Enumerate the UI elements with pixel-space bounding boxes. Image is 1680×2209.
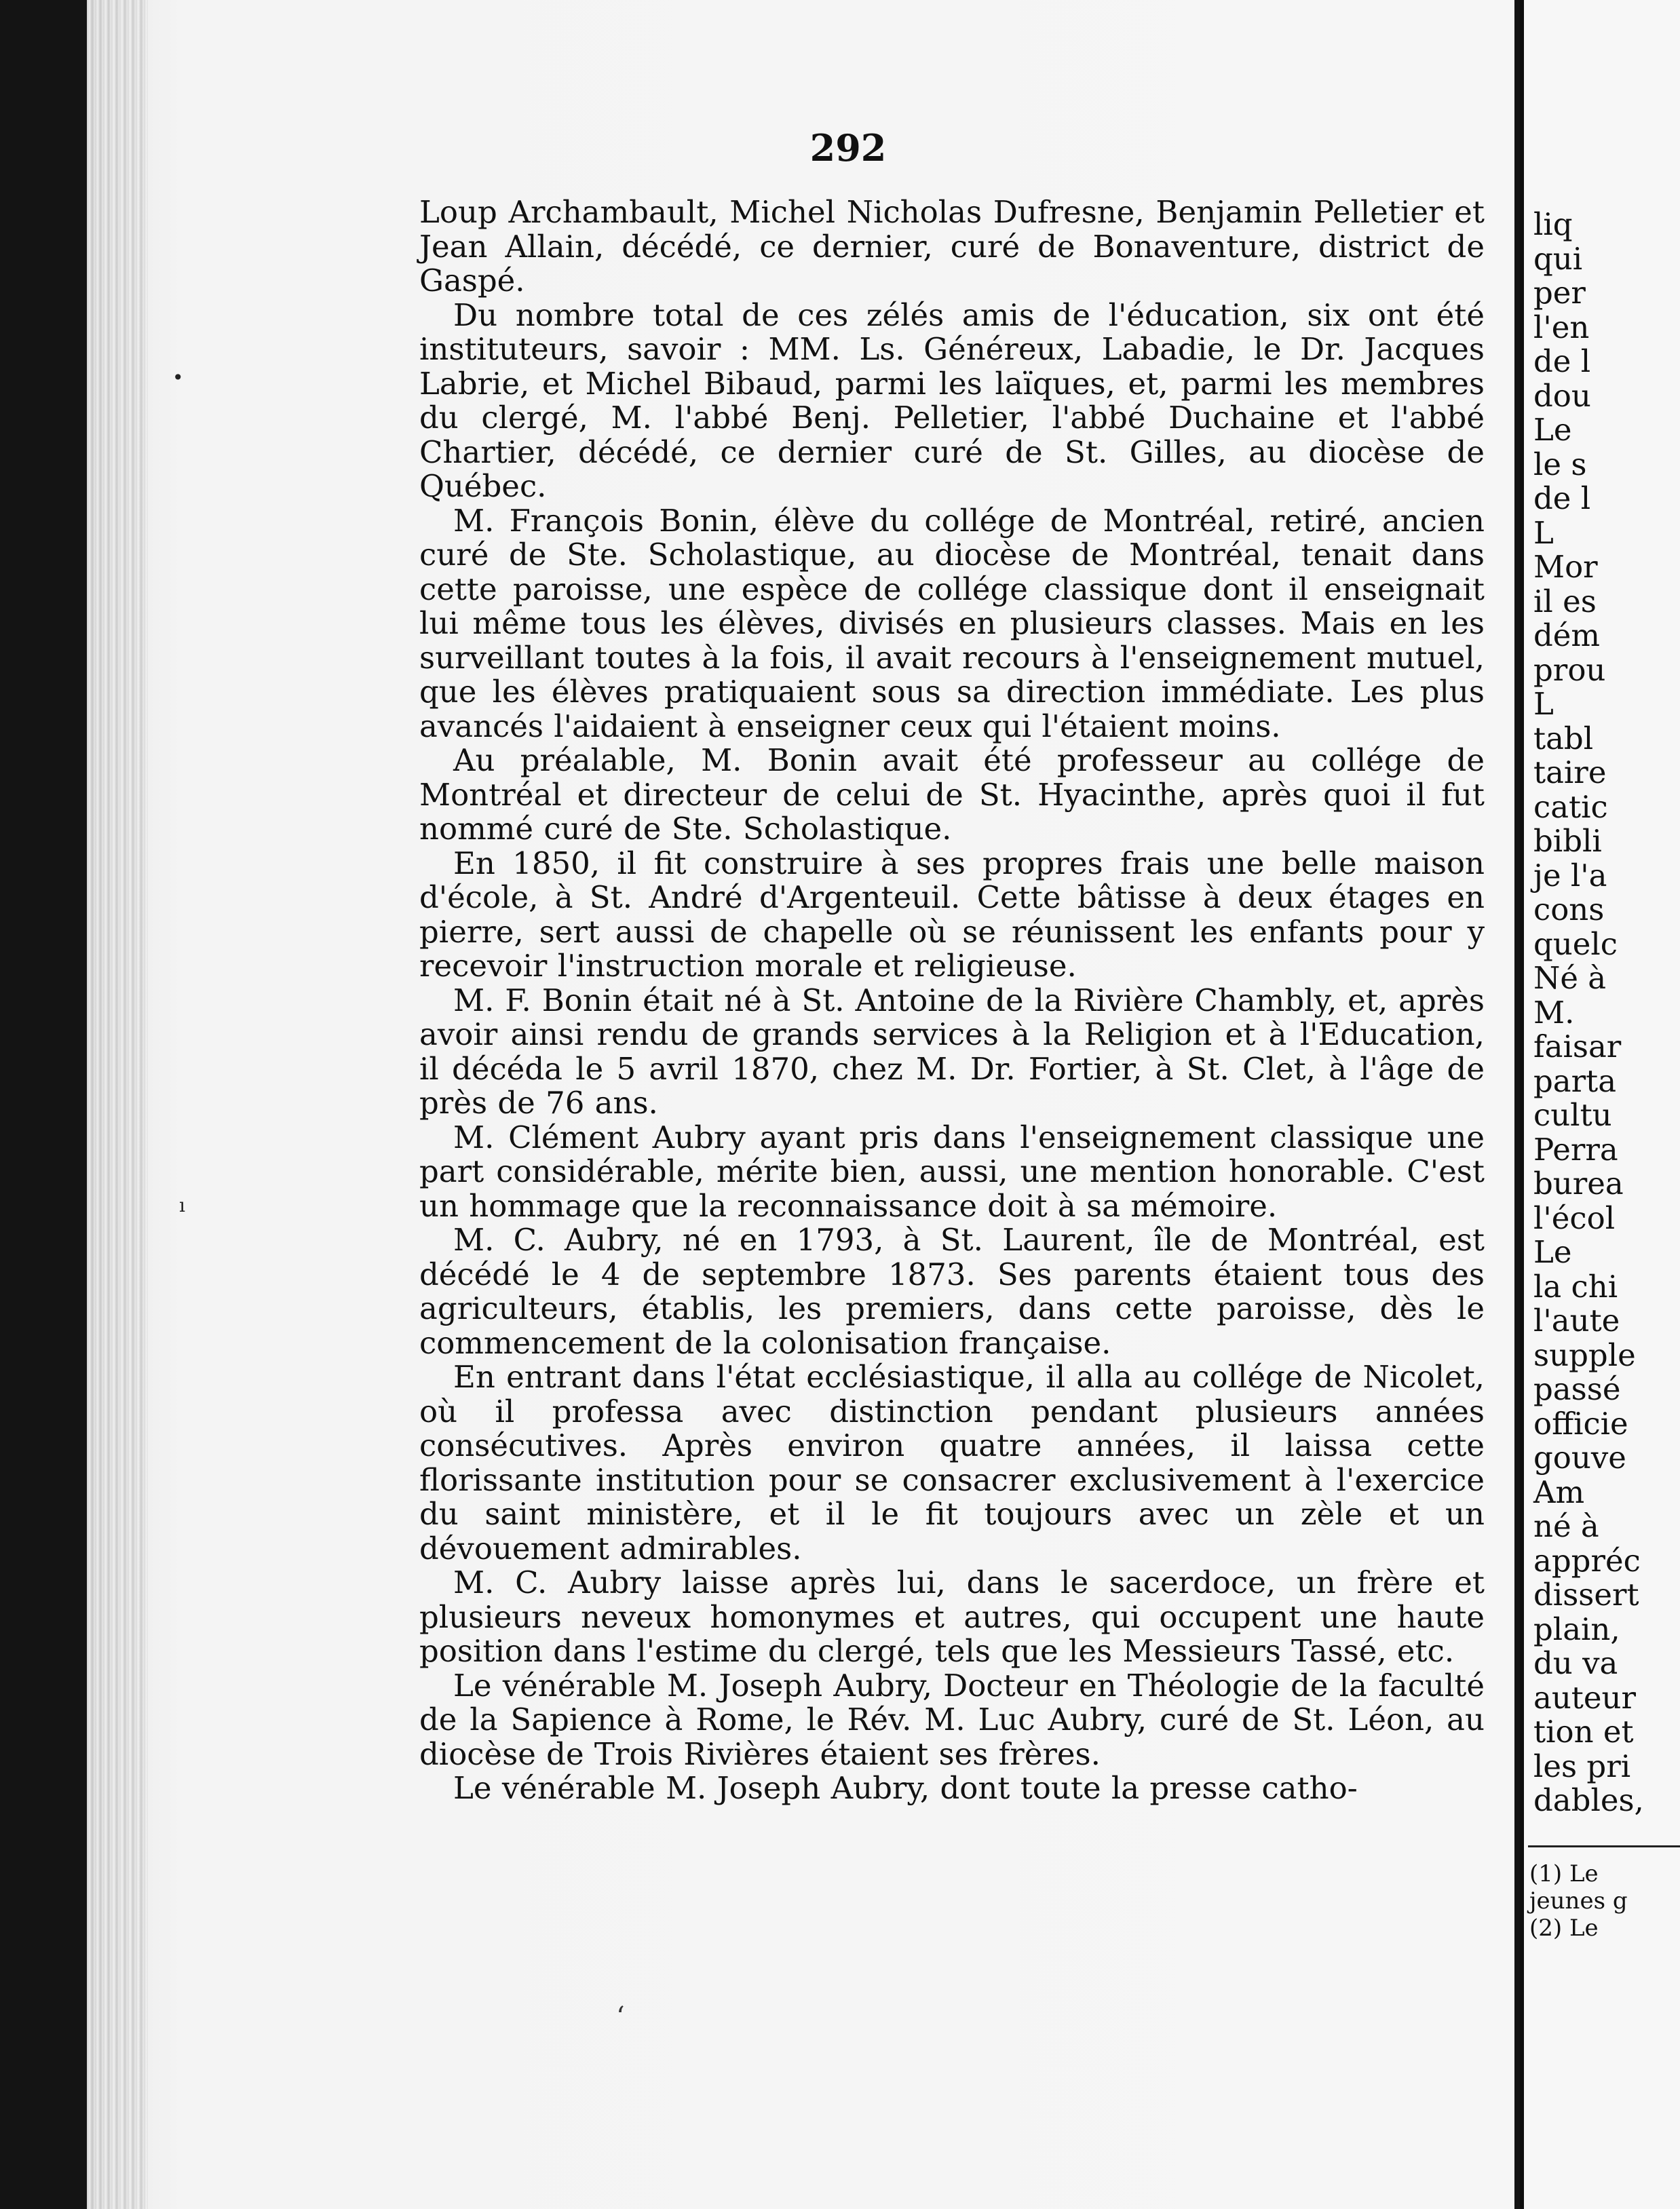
footnote-line: jeunes g	[1529, 1887, 1628, 1915]
right-page-line: appréc	[1533, 1542, 1641, 1579]
right-page-line: supple	[1533, 1337, 1636, 1373]
right-page-line: je l'a	[1533, 857, 1607, 894]
right-page-line: officie	[1533, 1405, 1628, 1442]
right-page-footnotes	[1529, 1860, 1628, 1942]
right-page-line: per	[1533, 275, 1586, 311]
right-page-line: Mor	[1533, 549, 1598, 585]
footnote-rule	[1528, 1845, 1680, 1847]
right-page-line: dissert	[1533, 1577, 1639, 1613]
right-page-line: cultu	[1533, 1097, 1612, 1133]
right-page-line: faisar	[1533, 1029, 1622, 1064]
paragraph: M. Clément Aubry ayant pris dans l'enseignement classique une part considérable, mérite bien, aussi, une mention honorable. C'est un hommage que la reconnaissance doit à sa mémoire.	[419, 1119, 1485, 1224]
right-page-line: prou	[1533, 651, 1606, 688]
right-page-line: bibli	[1533, 823, 1602, 859]
footnote-line: (2) Le	[1529, 1915, 1599, 1942]
ink-speck: ʻ	[616, 2001, 625, 2033]
right-page-line: quelc	[1533, 925, 1618, 962]
right-page-line: dables,	[1533, 1782, 1644, 1818]
right-page-line: liq	[1533, 206, 1573, 242]
paragraph: Du nombre total de ces zélés amis de l'éducation, six ont été instituteurs, savoir : MM. Ls. Généreux, Labadie, le Dr. Jacques Labrie, et Michel Bibaud, parmi les laïques, et, parmi les membres du clergé, M. l'abbé Benj. Pelletier, l'abbé Duchaine et l'abbé Chartier, décédé, ce dernier curé de St. Gilles, au diocèse de Québec.	[419, 296, 1485, 504]
paragraph: M. F. Bonin était né à St. Antoine de la Rivière Chambly, et, après avoir ainsi rendu de grands services à la Religion et à l'Education, il décéda le 5 avril 1870, chez M. Dr. Fortier, à St. Clet, à l'âge de près de 76 ans.	[419, 982, 1485, 1121]
margin-mark: •	[172, 366, 184, 389]
paragraph: Loup Archambault, Michel Nicholas Dufresne, Benjamin Pelletier et Jean Allain, décédé, ce dernier, curé de Bonaventure, district de Gaspé.	[419, 194, 1485, 299]
right-page-line: Am	[1533, 1474, 1585, 1510]
right-page-line: L	[1533, 514, 1554, 551]
footnote-line: (1) Le	[1529, 1860, 1599, 1887]
paragraph: Au préalable, M. Bonin avait été professeur au collége de Montréal et directeur de celui de St. Hyacinthe, après quoi il fut nommé curé de Ste. Scholastique.	[419, 742, 1485, 847]
right-page-line: le s	[1533, 446, 1587, 482]
right-page-line: du va	[1533, 1645, 1618, 1681]
right-page-line: dou	[1533, 377, 1591, 414]
margin-mark: ı	[179, 1194, 185, 1216]
right-page-line: tion et	[1533, 1714, 1634, 1750]
paragraph: En entrant dans l'état ecclésiastique, il alla au collége de Nicolet, où il professa avec distinction pendant plusieurs années consécutives. Après environ quatre années, il laissa cette florissante institution pour se consacrer exclusivement à l'exercice du saint ministère, et il le fit toujours avec un zèle et un dévouement admirables.	[419, 1359, 1485, 1567]
paragraph: M. C. Aubry, né en 1793, à St. Laurent, île de Montréal, est décédé le 4 de septembre 1873. Ses parents étaient tous des agriculteurs, établis, les premiers, dans cette paroisse, dès le commencement de la colonisation française.	[419, 1222, 1485, 1361]
right-page-line: auteur	[1533, 1679, 1637, 1716]
right-page-line: taire	[1533, 754, 1607, 790]
paragraph: Le vénérable M. Joseph Aubry, dont toute la presse catho-	[453, 1770, 1358, 1806]
right-page-line: dém	[1533, 617, 1601, 653]
paragraph: En 1850, il fit construire à ses propres frais une belle maison d'école, à St. André d'Argenteuil. Cette bâtisse à deux étages en pierre, sert aussi de chapelle où se réunissent les enfants pour y recevoir l'instruction morale et religieuse.	[419, 845, 1485, 984]
right-page-line: passé	[1533, 1371, 1621, 1407]
right-page-line: M.	[1533, 994, 1575, 1031]
body-text	[419, 195, 1485, 1806]
paragraph: M. C. Aubry laisse après lui, dans le sacerdoce, un frère et plusieurs neveux homonymes et autres, qui occupent une haute position dans l'estime du clergé, tels que les Messieurs Tassé, etc.	[419, 1564, 1485, 1669]
right-page-line: plain,	[1533, 1611, 1620, 1647]
right-page-lines	[1533, 208, 1644, 1818]
right-page-line: l'écol	[1533, 1199, 1616, 1236]
right-page-line: la chi	[1533, 1268, 1618, 1305]
paragraph: Le vénérable M. Joseph Aubry, Docteur en Théologie de la faculté de la Sapience à Rome, le Rév. M. Luc Aubry, curé de St. Léon, au diocèse de Trois Rivières étaient ses frères.	[419, 1667, 1485, 1772]
right-page-line: les pri	[1533, 1748, 1631, 1784]
paragraph: M. François Bonin, élève du collége de Montréal, retiré, ancien curé de Ste. Scholastique, au diocèse de Montréal, tenait dans cette paroisse, une espèce de collége classique dont il enseignait lui même tous les élèves, divisés en plusieurs classes. Mais en les surveillant toutes à la fois, il avait recours à l'enseignement mutuel, que les élèves pratiquaient sous sa direction immédiate. Les plus avancés l'aidaient à enseigner ceux qui l'étaient moins.	[419, 502, 1485, 744]
right-page-line: l'aute	[1533, 1303, 1620, 1339]
right-page-line: parta	[1533, 1062, 1617, 1099]
right-page-line: L	[1533, 686, 1554, 722]
right-page-line: gouve	[1533, 1440, 1626, 1476]
right-page-line: Perra	[1533, 1131, 1618, 1168]
right-page-line: qui	[1533, 240, 1583, 277]
right-page-line: Le	[1533, 412, 1572, 448]
right-page-line: de l	[1533, 480, 1591, 516]
right-page-line: Le	[1533, 1234, 1572, 1270]
right-page-line: cons	[1533, 891, 1605, 927]
right-page-line: né à	[1533, 1508, 1599, 1544]
right-page-line: catic	[1533, 788, 1608, 825]
page-edge-stack	[87, 0, 148, 2209]
right-page-line: l'en	[1533, 309, 1590, 345]
right-page-line: de l	[1533, 343, 1591, 379]
right-page-fragment	[1520, 0, 1680, 2209]
page-number: 292	[809, 126, 887, 170]
right-page-line: tabl	[1533, 720, 1594, 756]
left-page	[87, 0, 1514, 2209]
right-page-line: burea	[1533, 1166, 1624, 1202]
right-page-line: Né à	[1533, 960, 1607, 996]
right-page-line: il es	[1533, 583, 1597, 619]
